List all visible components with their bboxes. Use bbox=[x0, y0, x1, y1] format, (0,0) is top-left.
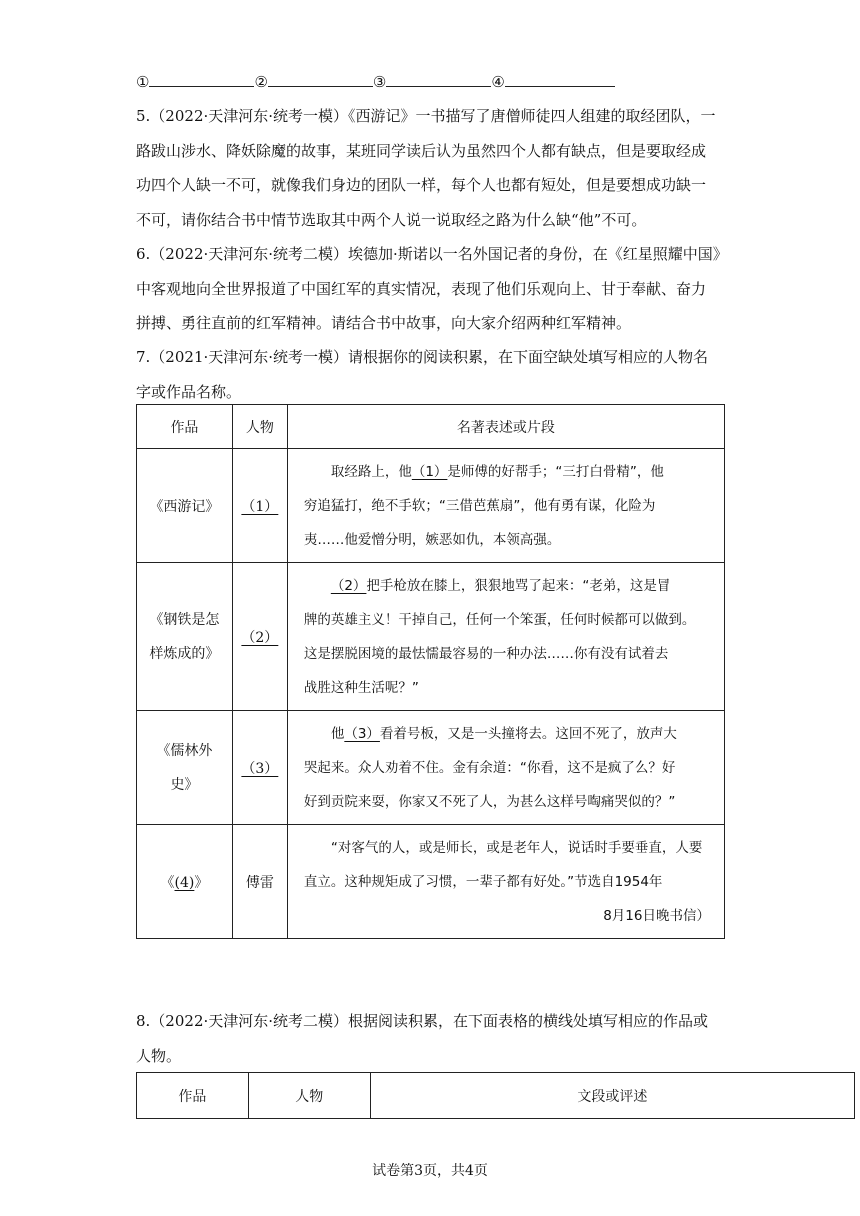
person-blank[interactable]: （2） bbox=[241, 629, 279, 646]
work-blank[interactable]: (4) bbox=[174, 874, 195, 891]
question-5-line: 路跋山涉水、降妖除魔的故事，某班同学读后认为虽然四个人都有缺点，但是要取经成 bbox=[136, 141, 707, 160]
answer-blank-2[interactable] bbox=[268, 72, 373, 87]
header-work: 作品 bbox=[137, 405, 233, 449]
question-6-line: 中客观地向全世界报道了中国红军的真实情况，表现了他们乐观向上、甘于奉献、奋力 bbox=[136, 279, 707, 298]
table-row bbox=[137, 563, 725, 711]
question-8-line: 人物。 bbox=[136, 1046, 182, 1065]
inline-blank[interactable]: （2） bbox=[330, 577, 367, 594]
work-cell: 《钢铁是怎 样炼成的》 bbox=[137, 563, 233, 711]
description-cell: （2）把手枪放在膝上，狠狠地骂了起来：“老弟，这是冒 牌的英雄主义！干掉自己，任何一个笨蛋，任何时候都可以做到。 这是摆脱困境的最怯懦最容易的一种办法……你有没有试着去 战胜这种生活呢？” bbox=[287, 563, 724, 711]
header-passage: 文段或评述 bbox=[370, 1073, 854, 1119]
blank-label-1: ① bbox=[136, 73, 150, 91]
question-7 bbox=[136, 340, 726, 409]
description-cell: “对客气的人，或是师长，或是老年人，说话时手要垂直，人要 直立。这种规矩成了习惯，一辈子都有好处。”节选自1954年 8月16日晚书信） bbox=[287, 825, 724, 939]
blank-label-4: ④ bbox=[491, 73, 505, 91]
question-8 bbox=[136, 1004, 726, 1073]
question-8-line: 8.（2022·天津河东·统考二模）根据阅读积累，在下面表格的横线处填写相应的作品或 bbox=[136, 1012, 709, 1030]
question-7-table bbox=[136, 404, 725, 939]
table-header-row bbox=[137, 1073, 855, 1119]
person-cell[interactable] bbox=[232, 711, 287, 825]
question-8-table bbox=[136, 1072, 855, 1119]
answer-blank-1[interactable] bbox=[149, 72, 254, 87]
blank-label-3: ③ bbox=[372, 73, 387, 91]
header-description: 名著表述或片段 bbox=[287, 405, 724, 449]
table-row bbox=[137, 449, 725, 563]
description-cell: 他（3）看着号板，又是一头撞将去。这回不死了，放声大 哭起来。众人劝着不住。金有余道：“你看，这不是疯了么？好 好到贡院来耍，你家又不死了人，为甚么这样号啕痛哭似的？” bbox=[287, 711, 724, 825]
person-cell[interactable] bbox=[232, 563, 287, 711]
question-5 bbox=[136, 99, 726, 237]
inline-blank[interactable]: （3） bbox=[344, 725, 380, 742]
question-7-line: 字或作品名称。 bbox=[136, 382, 242, 401]
table-header-row bbox=[137, 405, 725, 449]
question-5-line: 5.（2022·天津河东·统考一模）《西游记》一书描写了唐僧师徒四人组建的取经团队，一 bbox=[136, 107, 716, 125]
table-row bbox=[137, 825, 725, 939]
question-5-line: 功四个人缺一不可，就像我们身边的团队一样，每个人也都有短处，但是要想成功缺一 bbox=[136, 176, 707, 194]
question-5-line: 不可，请你结合书中情节选取其中两个人说一说取经之路为什么缺“他”不可。 bbox=[136, 210, 647, 229]
page-footer: 试卷第3页，共4页 bbox=[372, 1163, 488, 1179]
answer-blank-4[interactable] bbox=[505, 72, 615, 87]
work-cell: 《儒林外 史》 bbox=[137, 711, 233, 825]
description-cell: 取经路上，他（1）是师傅的好帮手；“三打白骨精”，他 穷追猛打，绝不手软；“三借芭蕉扇”，他有勇有谋，化险为 夷……他爱憎分明，嫉恶如仇，本领高强。 bbox=[287, 449, 724, 563]
question-6 bbox=[136, 237, 726, 341]
work-cell[interactable]: 《(4)》 bbox=[137, 825, 233, 939]
header-person: 人物 bbox=[248, 1073, 370, 1119]
header-work: 作品 bbox=[137, 1073, 249, 1119]
person-blank[interactable]: （3） bbox=[241, 760, 279, 777]
table-row bbox=[137, 711, 725, 825]
question-6-line: 6.（2022·天津河东·统考二模）埃德加·斯诺以一名外国记者的身份，在《红星照耀中国》 bbox=[136, 245, 728, 263]
person-blank[interactable]: （1） bbox=[241, 498, 279, 515]
question-7-line: 7.（2021·天津河东·统考一模）请根据你的阅读积累，在下面空缺处填写相应的人物名 bbox=[136, 348, 709, 366]
inline-blank[interactable]: （1） bbox=[411, 463, 448, 480]
blank-label-2: ② bbox=[254, 73, 268, 91]
work-cell: 《西游记》 bbox=[137, 449, 233, 563]
answer-blank-3[interactable] bbox=[386, 72, 491, 87]
answer-blanks-line bbox=[136, 72, 726, 92]
question-6-line: 拼搏、勇往直前的红军精神。请结合书中故事，向大家介绍两种红军精神。 bbox=[136, 314, 632, 332]
person-cell[interactable] bbox=[232, 449, 287, 563]
header-person: 人物 bbox=[232, 405, 287, 449]
person-cell: 傅雷 bbox=[232, 825, 287, 939]
